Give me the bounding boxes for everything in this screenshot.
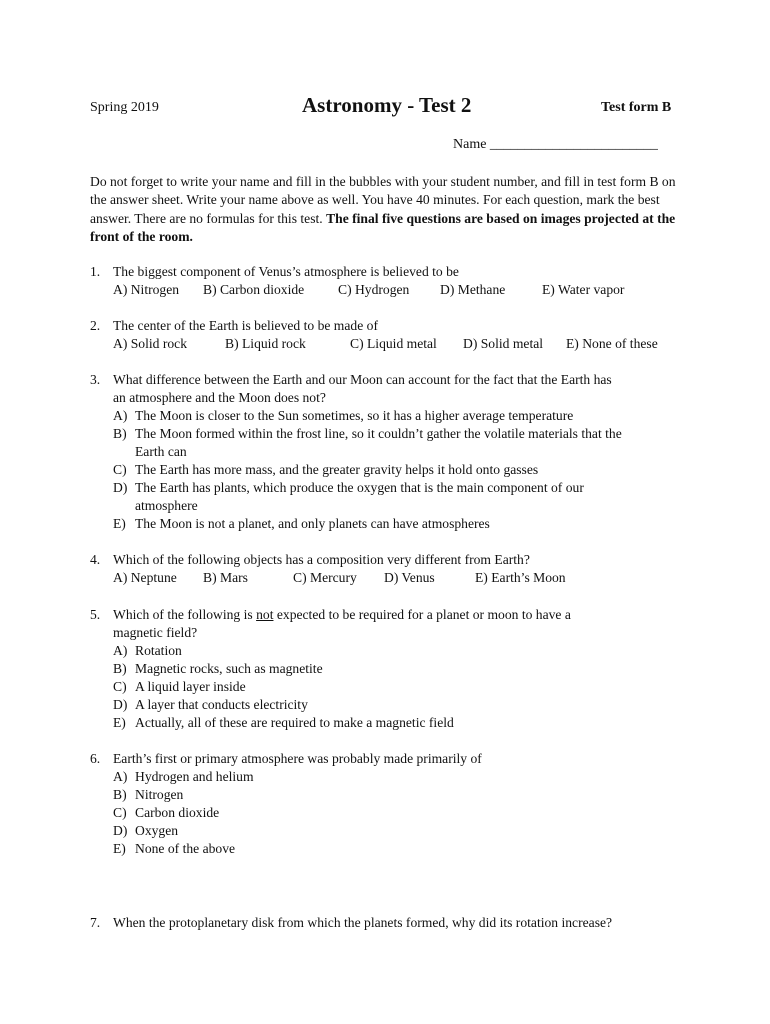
answer-option: B) Mars — [203, 570, 248, 585]
answer-option: B) Carbon dioxide — [203, 282, 305, 297]
option-text: A liquid layer inside — [135, 679, 246, 694]
test-form-label: Test form B — [601, 100, 672, 115]
answer-option — [90, 768, 690, 786]
answer-option: C) Liquid metal — [350, 336, 437, 351]
option-text: The Moon formed within the frost line, so it couldn’t gather the volatile materials that the — [135, 426, 622, 441]
question-text: The center of the Earth is believed to be made of — [113, 318, 378, 333]
question-6 — [90, 750, 690, 858]
answer-options — [90, 569, 690, 587]
option-label: D) — [113, 480, 128, 495]
answer-option: A) Solid rock — [113, 336, 188, 351]
option-text-continued: atmosphere — [135, 498, 198, 513]
option-label: B) — [113, 661, 127, 676]
answer-option — [90, 407, 690, 425]
answer-option — [90, 425, 690, 443]
question-5 — [90, 606, 690, 732]
option-text: The Moon is not a planet, and only planets can have atmospheres — [135, 516, 490, 531]
answer-option — [90, 515, 690, 533]
answer-option: D) Venus — [384, 570, 435, 585]
option-text: Carbon dioxide — [135, 805, 220, 820]
page-title: Astronomy - Test 2 — [302, 93, 472, 117]
question-1 — [90, 263, 690, 299]
question-4 — [90, 551, 690, 587]
option-text: Nitrogen — [135, 787, 184, 802]
answer-option: A) Neptune — [113, 570, 177, 585]
question-text: The biggest component of Venus’s atmosphere is believed to be — [113, 264, 459, 279]
option-text: A layer that conducts electricity — [135, 697, 308, 712]
answer-option — [90, 714, 690, 732]
option-label: A) — [113, 643, 128, 658]
answer-option — [90, 678, 690, 696]
answer-option — [90, 461, 690, 479]
question-3 — [90, 371, 690, 533]
answer-option: B) Liquid rock — [225, 336, 306, 351]
option-text: Oxygen — [135, 823, 179, 838]
question-number: 2. — [90, 318, 101, 333]
question-text-part: Which of the following is — [113, 607, 257, 622]
option-label: B) — [113, 426, 127, 441]
option-text: Hydrogen and helium — [135, 769, 254, 784]
option-text-continued: Earth can — [135, 444, 187, 459]
question-text-continued: magnetic field? — [113, 625, 198, 640]
option-label: B) — [113, 787, 127, 802]
answer-option — [90, 822, 690, 840]
question-text: When the protoplanetary disk from which the planets formed, why did its rotation increase? — [113, 915, 613, 930]
option-text: Rotation — [135, 643, 182, 658]
option-text: The Moon is closer to the Sun sometimes, so it has a higher average temperature — [135, 408, 574, 423]
answer-options — [90, 335, 690, 353]
option-text: Magnetic rocks, such as magnetite — [135, 661, 323, 676]
question-number: 6. — [90, 751, 101, 766]
answer-option — [90, 479, 690, 497]
option-text: None of the above — [135, 841, 236, 856]
answer-option: E) Earth’s Moon — [475, 570, 566, 585]
instructions-text: Do not forget to write your name and fill in the bubbles with your student number, and fill in test form B on the answer sheet. Write your name above as well. You have 40 minutes. For each question, mark the best answer. There are no formulas for this test. — [90, 174, 676, 226]
question-text-part: expected to be required for a planet or moon to have a — [273, 607, 571, 622]
term-label: Spring 2019 — [90, 100, 159, 115]
option-text: The Earth has more mass, and the greater gravity helps it hold onto gasses — [135, 462, 539, 477]
question-number: 1. — [90, 264, 101, 279]
answer-option: E) None of these — [566, 336, 658, 351]
option-text: Actually, all of these are required to make a magnetic field — [135, 715, 454, 730]
answer-options — [90, 281, 690, 299]
answer-option: A) Nitrogen — [113, 282, 180, 297]
option-label: D) — [113, 823, 128, 838]
question-number: 3. — [90, 372, 101, 387]
answer-option: E) Water vapor — [542, 282, 625, 297]
option-label: E) — [113, 516, 126, 531]
answer-option — [90, 660, 690, 678]
question-number: 7. — [90, 915, 101, 930]
name-field-line: Name ________________________ — [453, 137, 658, 152]
answer-option: C) Hydrogen — [338, 282, 410, 297]
question-text-continued: an atmosphere and the Moon does not? — [113, 390, 326, 405]
option-label: C) — [113, 805, 127, 820]
answer-option — [90, 642, 690, 660]
question-text: Earth’s first or primary atmosphere was probably made primarily of — [113, 751, 482, 766]
option-label: E) — [113, 841, 126, 856]
option-text: The Earth has plants, which produce the oxygen that is the main component of our — [135, 480, 584, 495]
answer-option — [90, 804, 690, 822]
question-text — [113, 606, 571, 624]
option-label: A) — [113, 408, 128, 423]
option-label: E) — [113, 715, 126, 730]
answer-option: C) Mercury — [293, 570, 357, 585]
option-label: C) — [113, 462, 127, 477]
question-text: What difference between the Earth and our Moon can account for the fact that the Earth has — [113, 372, 612, 387]
instructions-bold-text: The final five questions are based on images projected at the front of the room. — [90, 210, 676, 244]
answer-option — [90, 696, 690, 714]
answer-option: D) Methane — [440, 282, 506, 297]
instructions-paragraph — [90, 173, 682, 246]
option-label: C) — [113, 679, 127, 694]
answer-option — [90, 840, 690, 858]
question-text: Which of the following objects has a composition very different from Earth? — [113, 552, 530, 567]
answer-option — [90, 786, 690, 804]
question-number: 4. — [90, 552, 101, 567]
question-7 — [90, 914, 690, 932]
option-label: A) — [113, 769, 128, 784]
question-number: 5. — [90, 607, 101, 622]
emphasis-not: not — [256, 607, 274, 622]
option-label: D) — [113, 697, 128, 712]
question-2 — [90, 317, 690, 353]
answer-option: D) Solid metal — [463, 336, 544, 351]
